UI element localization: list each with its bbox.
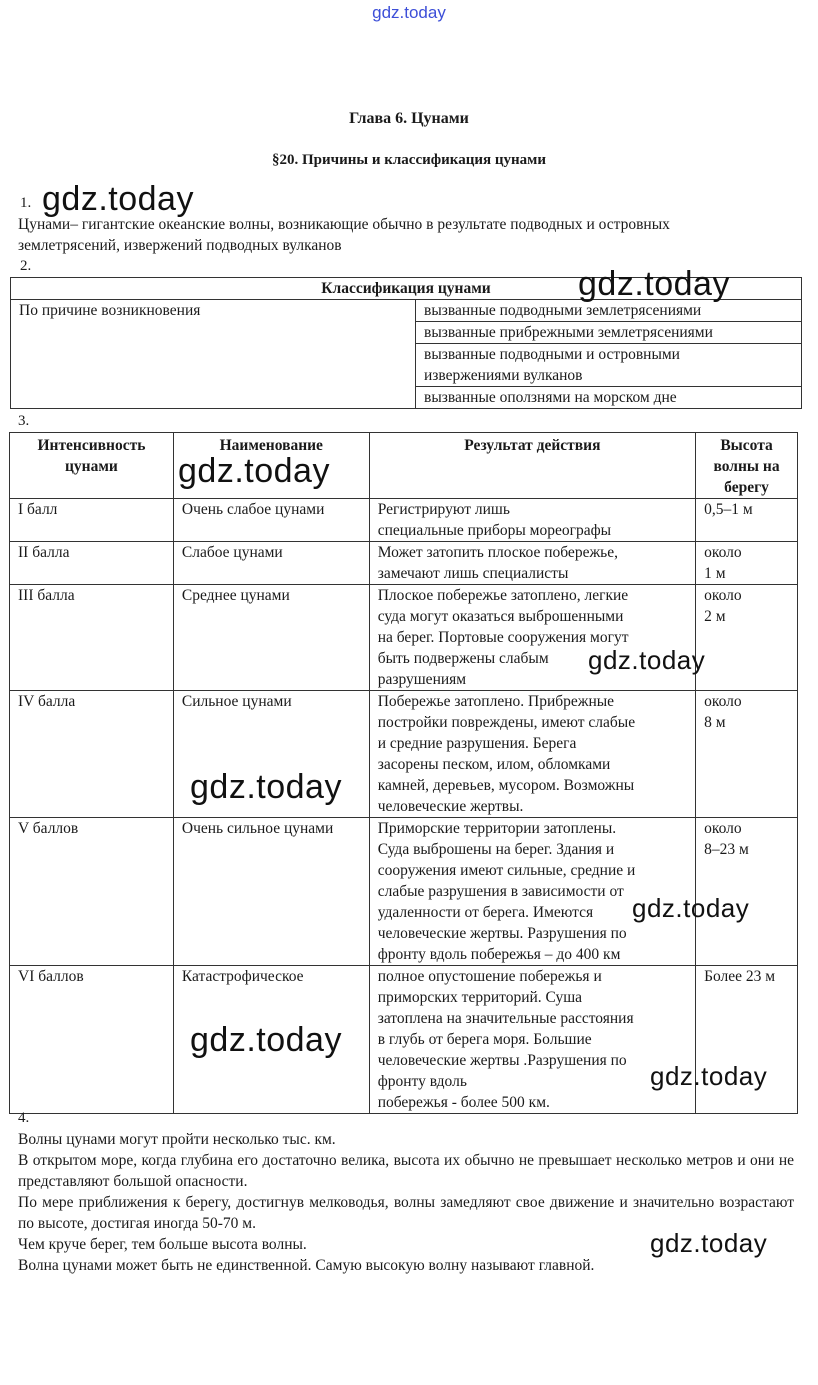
result-line: человеческие жертвы .Разрушения по [377,1052,627,1069]
answer-line: Цунами– гигантские океанские волны, возникающие обычно в результате подводных и островных [18,216,670,233]
watermark: gdz.today [650,1061,768,1091]
result-line: Суда выброшены на берег. Здания и [377,841,615,858]
question-2-number: 2. [20,258,32,274]
table-row [10,818,798,966]
column-header: Интенсивность цунами [10,433,174,499]
watermark: gdz.today [190,768,342,806]
height-line: 2 м [704,608,726,625]
result-line: Приморские территории затоплены. [377,820,617,837]
result-line: Побережье затоплено. Прибрежные [377,693,615,710]
result-line: человеческие жертвы. [377,798,524,815]
result-line: замечают лишь специалисты [377,565,569,582]
height-cell [696,691,798,818]
result-line: разрушениям [377,671,467,688]
classification-item: вызванные подводными землетрясениями [416,300,802,322]
result-cell [369,499,695,542]
result-line: на берег. Портовые сооружения могут [377,629,629,646]
height-line: около [704,693,742,710]
intensity-table [9,432,798,1114]
result-line: быть подвержены слабым [377,650,549,667]
result-cell [369,818,695,966]
table-row [10,966,798,1114]
result-line: Плоское побережье затоплено, легкие [377,587,629,604]
height-line: 8–23 м [704,841,749,858]
height-cell [696,499,798,542]
result-cell [369,691,695,818]
answer-paragraph: Волны цунами могут пройти несколько тыс. км. [18,1131,336,1148]
name-cell: Среднее цунами [173,585,369,691]
result-line: в глубь от берега моря. Большие [377,1031,592,1048]
column-header: Результат действия [369,433,695,499]
column-header: Наименование [173,433,369,499]
question-4-number: 4. [18,1110,30,1126]
intensity-cell: IV балла [10,691,174,818]
intensity-cell: III балла [10,585,174,691]
column-header: Высота волны на берегу [696,433,798,499]
watermark: gdz.today [632,893,750,923]
watermark: gdz.today [190,1021,342,1059]
name-cell: Очень слабое цунами [173,499,369,542]
height-cell [696,966,798,1114]
height-line: около [704,820,742,837]
name-cell: Очень сильное цунами [173,818,369,966]
height-cell [696,818,798,966]
classification-item: вызванные подводными и островными извержениями вулканов [416,344,802,387]
question-1-answer [18,214,794,256]
result-line: побережья - более 500 км. [377,1094,550,1111]
result-line: полное опустошение побережья и [377,968,602,985]
result-line: специальные приборы мореографы [377,522,612,539]
watermark: gdz.today [650,1228,768,1258]
chapter-title: Глава 6. Цунами [349,110,469,127]
result-line: человеческие жертвы. Разрушения по [377,925,627,942]
answer-paragraph: В открытом море, когда глубина его достаточно велика, высота их обычно не превышает несколько метров и они не представляют большой опасности. [18,1152,794,1190]
intensity-cell: V баллов [10,818,174,966]
intensity-cell: VI баллов [10,966,174,1114]
classification-table-title: Классификация цунами [11,278,802,300]
answer-paragraph: Чем круче берег, тем больше высота волны. [18,1236,307,1253]
result-line: засорены песком, илом, обломками [377,756,611,773]
result-cell [369,542,695,585]
result-line: сооружения имеют сильные, средние и [377,862,636,879]
classification-item: вызванные оползнями на морском дне [416,387,802,409]
intensity-cell: I балл [10,499,174,542]
result-line: Может затопить плоское побережье, [377,544,618,561]
name-cell: Сильное цунами [173,691,369,818]
name-cell: Слабое цунами [173,542,369,585]
result-line: приморских территорий. Суша [377,989,583,1006]
table-row [10,499,798,542]
table-row [10,542,798,585]
watermark: gdz.today [178,452,330,490]
watermark: gdz.today [578,265,730,303]
question-1-number: 1. [20,195,32,211]
result-line: постройки повреждены, имеют слабые [377,714,636,731]
result-line: и средние разрушения. Берега [377,735,577,752]
classification-item: вызванные прибрежными землетрясениями [416,322,802,344]
height-line: 8 м [704,714,726,731]
table-row [10,691,798,818]
answer-paragraph: Волна цунами может быть не единственной. Самую высокую волну называют главной. [18,1257,595,1274]
result-line: Регистрируют лишь [377,501,510,518]
result-line: фронту вдоль [377,1073,467,1090]
name-cell: Катастрофическое [173,966,369,1114]
height-cell [696,542,798,585]
height-line: около [704,587,742,604]
height-line: 0,5–1 м [704,501,753,518]
watermark: gdz.today [588,645,706,675]
height-line: Более 23 м [704,968,776,985]
intensity-cell: II балла [10,542,174,585]
result-line: суда могут оказаться выброшенными [377,608,624,625]
classification-category: По причине возникновения [11,300,416,409]
height-line: 1 м [704,565,726,582]
section-title: §20. Причины и классификация цунами [272,152,546,168]
result-line: затоплена на значительные расстояния [377,1010,634,1027]
answer-paragraph: По мере приближения к берегу, достигнув мелководья, волны замедляют свое движение и значительно возрастают по высоте, достигая иногда 50-70 м. [18,1194,794,1232]
result-line: удаленности от берега. Имеются [377,904,594,921]
result-line: камней, деревьев, мусором. Возможны [377,777,635,794]
site-label[interactable]: gdz.today [372,3,446,22]
result-line: слабые разрушения в зависимости от [377,883,624,900]
result-line: фронту вдоль побережья – до 400 км [377,946,621,963]
result-cell [369,966,695,1114]
watermark: gdz.today [42,180,194,218]
height-line: около [704,544,742,561]
height-cell [696,585,798,691]
question-3-number: 3. [18,413,30,429]
answer-line: землетрясений, извержений подводных вулканов [18,237,342,254]
